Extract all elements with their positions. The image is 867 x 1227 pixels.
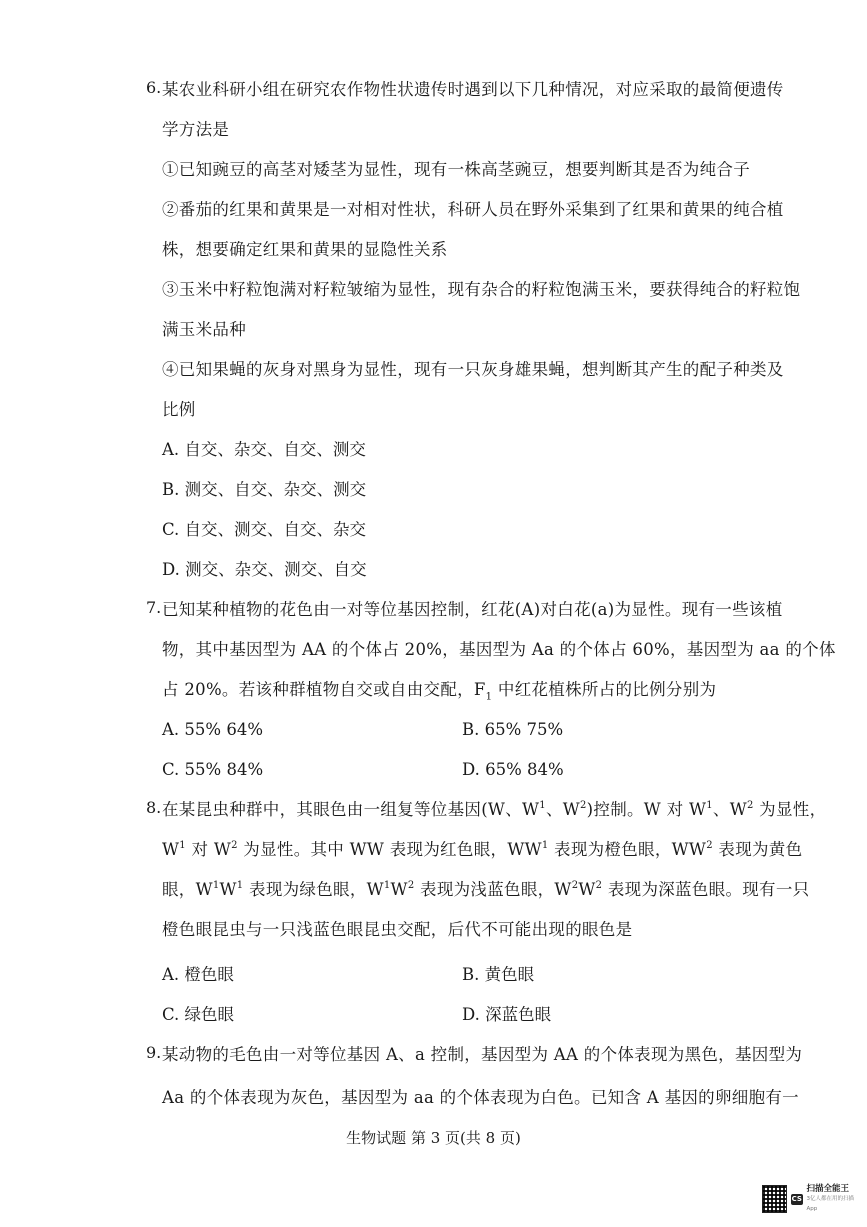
question-number: 6. <box>146 78 162 97</box>
question-stem: 某动物的毛色由一对等位基因 A、a 控制，基因型为 AA 的个体表现为黑色，基因型为 <box>162 1045 803 1064</box>
option-a: A. 自交、杂交、自交、测交 <box>162 440 366 459</box>
condition-4: ④已知果蝇的灰身对黑身为显性，现有一只灰身雄果蝇，想判断其产生的配子种类及 <box>162 360 784 379</box>
condition-1: ①已知豌豆的高茎对矮茎为显性，现有一株高茎豌豆，想要判断其是否为纯合子 <box>162 160 750 179</box>
option-d: D. 深蓝色眼 <box>462 1005 552 1024</box>
condition-3: ③玉米中籽粒饱满对籽粒皱缩为显性，现有杂合的籽粒饱满玉米，要获得纯合的籽粒饱 <box>162 280 801 299</box>
condition-2: ②番茄的红果和黄果是一对相对性状，科研人员在野外采集到了红果和黄果的纯合植 <box>162 200 784 219</box>
scanner-watermark <box>762 1184 858 1214</box>
question-stem: 物，其中基因型为 AA 的个体占 20%，基因型为 Aa 的个体占 60%，基因型为 aa 的个体 <box>162 640 836 659</box>
option-c: C. 自交、测交、自交、杂交 <box>162 520 367 539</box>
question-stem: Aa 的个体表现为灰色，基因型为 aa 的个体表现为白色。已知含 A 基因的卵细胞有一 <box>162 1088 799 1107</box>
question-stem: 在某昆虫种群中，其眼色由一组复等位基因(W、$W^1$、$W^2$)控制。W 对 $W^1$、$W^2$ 为显性， <box>162 799 827 819</box>
question-number: 9. <box>146 1043 162 1062</box>
option-c: C. 55% 84% <box>162 760 264 779</box>
question-stem: 学方法是 <box>162 120 230 139</box>
question-stem: $W^1$ 对 $W^2$ 为显性。其中 WW 表现为红色眼，$WW^1$ 表现为橙色眼，$WW^2$ 表现为黄色 <box>162 839 803 859</box>
option-d: D. 测交、杂交、测交、自交 <box>162 560 367 579</box>
condition-2: 株，想要确定红果和黄果的显隐性关系 <box>162 240 448 259</box>
scanner-label: 扫描全能王 3亿人都在用的扫描App <box>806 1184 854 1212</box>
option-b: B. 黄色眼 <box>462 965 535 984</box>
camscanner-logo-icon: CS <box>791 1194 802 1203</box>
option-b: B. 测交、自交、杂交、测交 <box>162 480 367 499</box>
question-stem: 占 20%。若该种群植物自交或自由交配，$F_1$ 中红花植株所占的比例分别为 <box>162 680 717 703</box>
question-stem: 已知某种植物的花色由一对等位基因控制，红花(A)对白花(a)为显性。现有一些该植 <box>162 600 783 619</box>
question-stem: 橙色眼昆虫与一只浅蓝色眼昆虫交配，后代不可能出现的眼色是 <box>162 920 633 939</box>
option-a: A. 橙色眼 <box>162 965 234 984</box>
option-b: B. 65% 75% <box>462 720 564 739</box>
qr-code-icon <box>762 1185 787 1213</box>
option-c: C. 绿色眼 <box>162 1005 235 1024</box>
question-stem: 眼，$W^1W^1$ 表现为绿色眼，$W^1W^2$ 表现为浅蓝色眼，$W^2W^2$ 表现为深蓝色眼。现有一只 <box>162 879 810 899</box>
condition-3: 满玉米品种 <box>162 320 246 339</box>
condition-4: 比例 <box>162 400 196 419</box>
option-d: D. 65% 84% <box>462 760 564 779</box>
option-a: A. 55% 64% <box>162 720 263 739</box>
question-stem: 某农业科研小组在研究农作物性状遗传时遇到以下几种情况，对应采取的最简便遗传 <box>162 80 784 99</box>
page-footer: 生物试题 第 3 页(共 8 页) <box>346 1129 521 1147</box>
question-number: 7. <box>146 598 162 617</box>
question-number: 8. <box>146 798 162 817</box>
